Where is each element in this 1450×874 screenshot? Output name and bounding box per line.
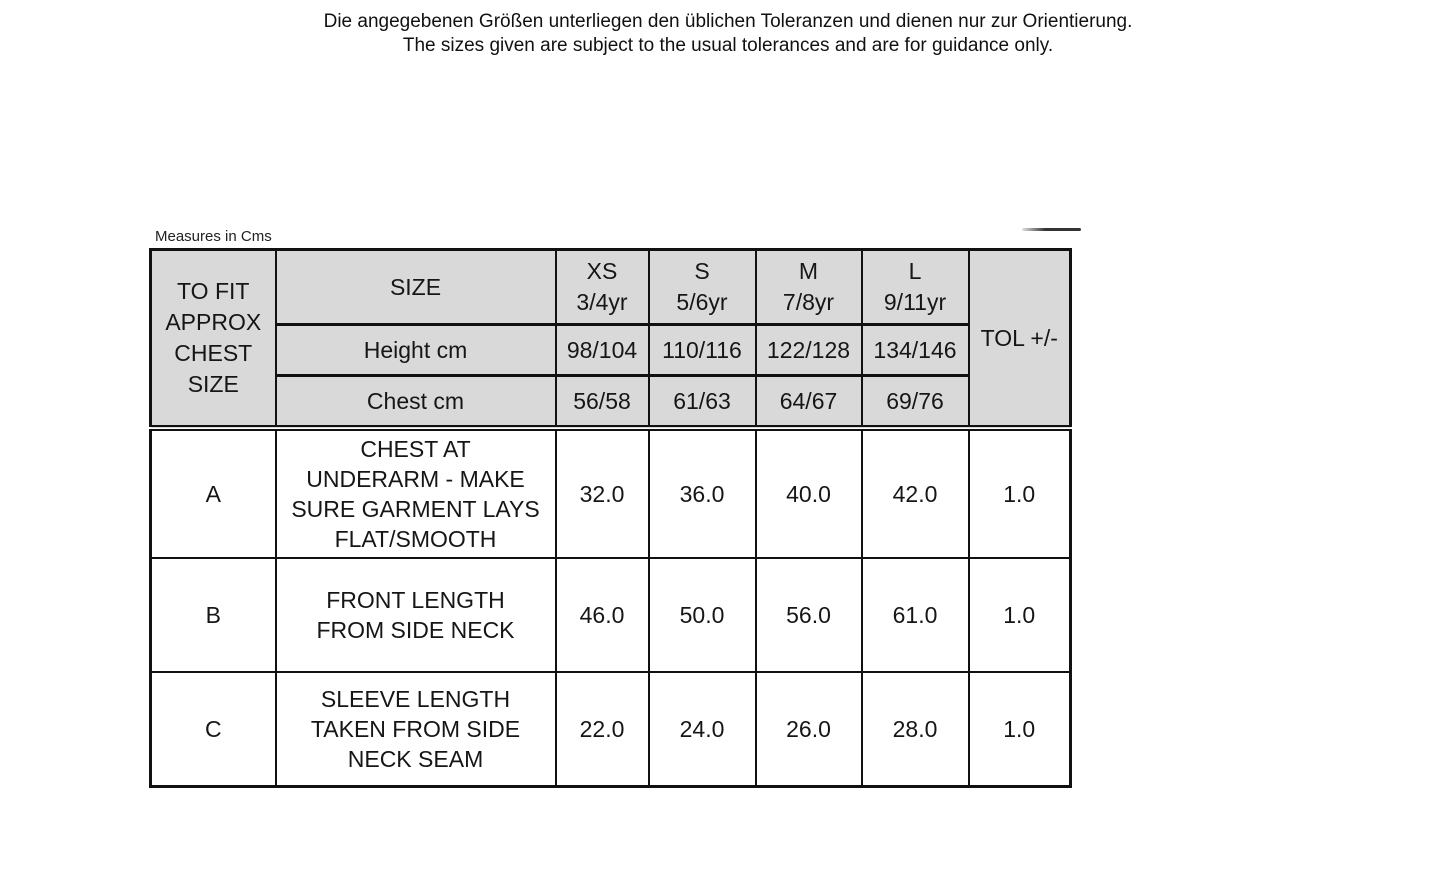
row-letter: B (151, 558, 276, 672)
row-letter: A (151, 428, 276, 558)
measurement-tolerance: 1.0 (969, 558, 1071, 672)
description-line: FROM SIDE NECK (316, 617, 515, 643)
to-fit-line: SIZE (187, 371, 239, 397)
size-age: 5/6yr (676, 289, 728, 315)
measurement-tolerance: 1.0 (969, 672, 1071, 787)
table-row (151, 558, 1071, 672)
height-value-s: 110/116 (649, 325, 756, 376)
size-age: 9/11yr (883, 289, 947, 315)
measurement-l: 61.0 (862, 558, 969, 672)
size-age: 7/8yr (782, 289, 835, 315)
height-value-m: 122/128 (756, 325, 862, 376)
size-column-m (756, 250, 862, 325)
description-line: CHEST AT (360, 436, 471, 462)
measurement-xs: 46.0 (556, 558, 649, 672)
row-description (276, 672, 556, 787)
header-row-chest (151, 376, 1071, 429)
measurement-tolerance: 1.0 (969, 428, 1071, 558)
description-line: TAKEN FROM SIDE (310, 716, 521, 742)
measurement-m: 56.0 (756, 558, 862, 672)
tolerance-notice-english: The sizes given are subject to the usual tolerances and are for guidance only. (402, 35, 1054, 56)
measurement-xs: 22.0 (556, 672, 649, 787)
measurement-l: 28.0 (862, 672, 969, 787)
measurement-xs: 32.0 (556, 428, 649, 558)
size-code: S (694, 258, 710, 284)
measurement-s: 50.0 (649, 558, 756, 672)
description-line: FLAT/SMOOTH (334, 526, 497, 552)
chest-value-m: 64/67 (756, 376, 862, 429)
description-line: UNDERARM - MAKE (306, 466, 525, 492)
to-fit-line: CHEST (174, 340, 253, 366)
height-value-xs: 98/104 (556, 325, 649, 376)
size-chart-table (149, 248, 1072, 788)
description-line: FRONT LENGTH (326, 587, 505, 613)
row-description (276, 558, 556, 672)
measurement-m: 40.0 (756, 428, 862, 558)
size-column-s (649, 250, 756, 325)
to-fit-line: APPROX (165, 309, 262, 335)
tolerance-header: TOL +/- (969, 250, 1071, 429)
description-line: SLEEVE LENGTH (320, 686, 511, 712)
description-line: SURE GARMENT LAYS (291, 496, 540, 522)
measurement-s: 24.0 (649, 672, 756, 787)
header-row-size (151, 250, 1071, 325)
size-code: M (798, 258, 819, 284)
measures-unit-label: Measures in Cms (155, 228, 272, 245)
chest-value-s: 61/63 (649, 376, 756, 429)
size-column-l (862, 250, 969, 325)
measurement-m: 26.0 (756, 672, 862, 787)
corner-scan-mark (1022, 228, 1081, 231)
size-column-xs (556, 250, 649, 325)
size-header: SIZE (276, 250, 556, 325)
header-row-height (151, 325, 1071, 376)
measurement-l: 42.0 (862, 428, 969, 558)
size-age: 3/4yr (576, 289, 628, 315)
table-row (151, 428, 1071, 558)
chest-value-xs: 56/58 (556, 376, 649, 429)
table-row (151, 672, 1071, 787)
measurement-s: 36.0 (649, 428, 756, 558)
row-letter: C (151, 672, 276, 787)
size-code: L (908, 258, 922, 284)
to-fit-line: TO FIT (177, 278, 250, 304)
description-line: NECK SEAM (347, 746, 484, 772)
to-fit-header (151, 250, 276, 429)
height-header: Height cm (276, 325, 556, 376)
height-value-l: 134/146 (862, 325, 969, 376)
chest-value-l: 69/76 (862, 376, 969, 429)
tolerance-notice-german: Die angegebenen Größen unterliegen den üblichen Toleranzen und dienen nur zur Orientierung. (323, 11, 1133, 32)
size-code: XS (586, 258, 618, 284)
chest-header: Chest cm (276, 376, 556, 429)
row-description (276, 428, 556, 558)
